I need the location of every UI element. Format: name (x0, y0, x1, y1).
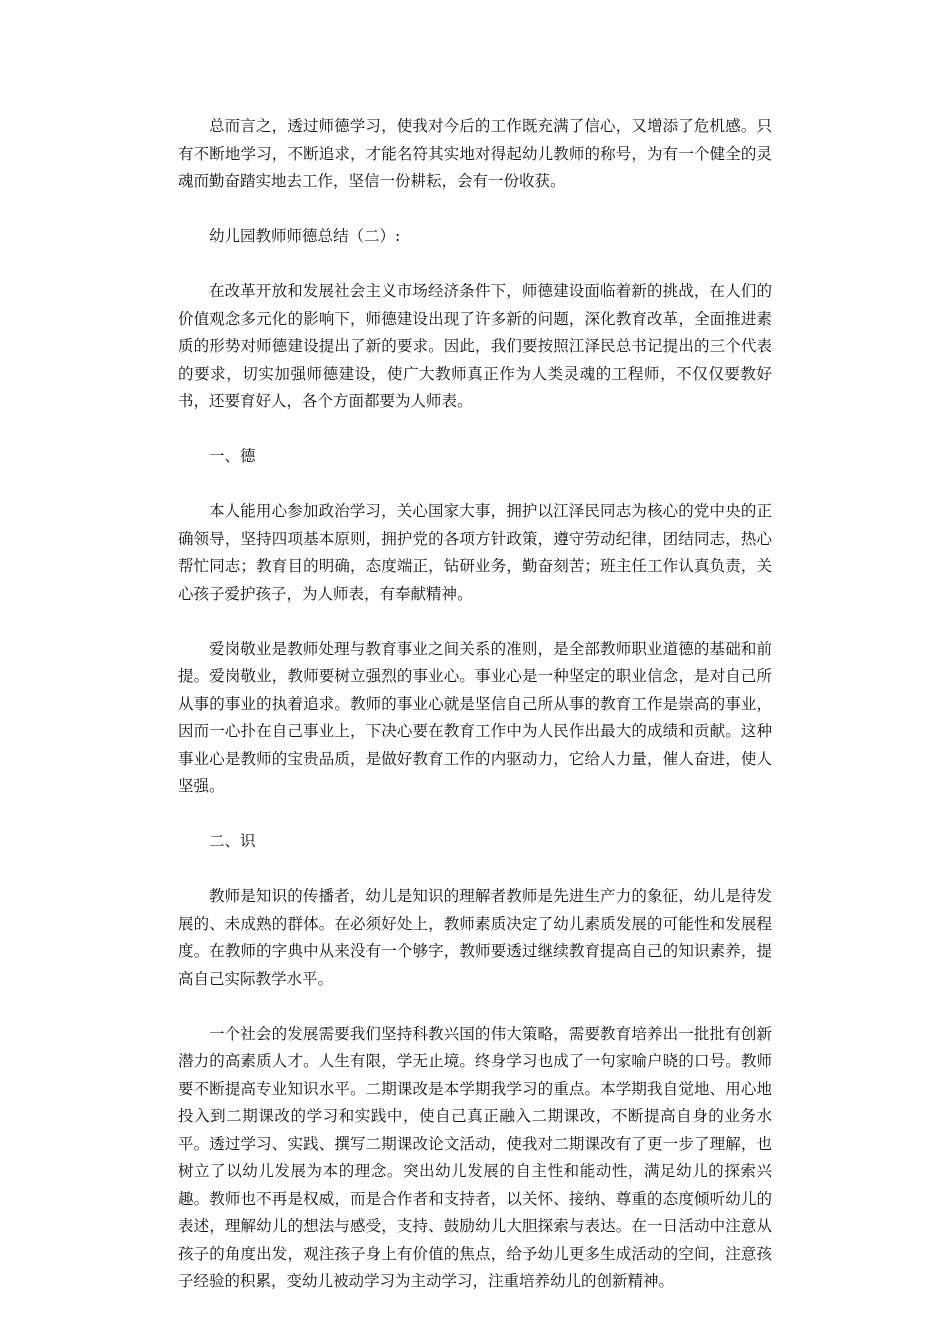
heading-knowledge: 二、识 (209, 832, 256, 850)
document-body (178, 113, 772, 1323)
paragraph-intro: 在改革开放和发展社会主义市场经济条件下，师德建设面临着新的挑战，在人们的价值观念多元化的影响下，师德建设出现了许多新的问题，深化教育改革，全面推进素质的形势对师德建设提出了新的要求。因此，我们要按照江泽民总书记提出的三个代表的要求，切实加强师德建设，使广大教师真正作为人类灵魂的工程师，不仅仅要教好书，还要育好人，各个方面都要为人师表。 (178, 282, 772, 410)
paragraph-knowledge-2: 一个社会的发展需要我们坚持科教兴国的伟大策略，需要教育培养出一批批有创新潜力的高素质人才。人生有限，学无止境。终身学习也成了一句家喻户晓的口号。教师要不断提高专业知识水平。二期课改是本学期我学习的重点。本学期我自觉地、用心地投入到二期课改的学习和实践中，使自己真正融入二期课改，不断提高自身的业务水平。透过学习、实践、撰写二期课改论文活动，使我对二期课改有了更一步了理解，也树立了以幼儿发展为本的理念。突出幼儿发展的自主性和能动性，满足幼儿的探索兴趣。教师也不再是权威，而是合作者和支持者，以关怀、接纳、尊重的态度倾听幼儿的表述，理解幼儿的想法与感受，支持、鼓励幼儿大胆探索与表达。在一日活动中注意从孩子的角度出发，观注孩子身上有价值的焦点，给予幼儿更多生成活动的空间，注意孩子经验的积累，变幼儿被动学习为主动学习，注重培养幼儿的创新精神。 (178, 1024, 772, 1290)
paragraph-virtue-2: 爱岗敬业是教师处理与教育事业之间关系的准则，是全部教师职业道德的基础和前提。爱岗敬业，教师要树立强烈的事业心。事业心是一种坚定的职业信念，是对自己所从事的事业的执着追求。教师的事业心就是坚信自己所从事的教育工作是崇高的事业，因而一心扑在自己事业上，下决心要在教育工作中为人民作出最大的成绩和贡献。这种事业心是教师的宝贵品质，是做好教育工作的内驱动力，它给人力量，催人奋进，使人坚强。 (178, 639, 772, 795)
heading-virtue: 一、德 (209, 447, 256, 465)
paragraph-knowledge-1: 教师是知识的传播者，幼儿是知识的理解者教师是先进生产力的象征，幼儿是待发展的、未成熟的群体。在必须好处上，教师素质决定了幼儿素质发展的可能性和发展程度。在教师的字典中从来没有一个够字，教师要透过继续教育提高自己的知识素养，提高自己实际教学水平。 (178, 887, 772, 988)
paragraph-virtue-1: 本人能用心参加政治学习，关心国家大事，拥护以江泽民同志为核心的党中央的正确领导，坚持四项基本原则，拥护党的各项方针政策，遵守劳动纪律，团结同志，热心帮忙同志；教育目的明确，态度端正，钻研业务，勤奋刻苦；班主任工作认真负责，关心孩子爱护孩子，为人师表，有奉献精神。 (178, 502, 772, 603)
section-title-summary-two: 幼儿园教师师德总结（二）: (209, 227, 401, 245)
paragraph-conclusion: 总而言之，透过师德学习，使我对今后的工作既充满了信心，又增添了危机感。只有不断地学习，不断追求，才能名符其实地对得起幼儿教师的称号，为有一个健全的灵魂而勤奋踏实地去工作，坚信一份耕耘，会有一份收获。 (178, 117, 772, 190)
